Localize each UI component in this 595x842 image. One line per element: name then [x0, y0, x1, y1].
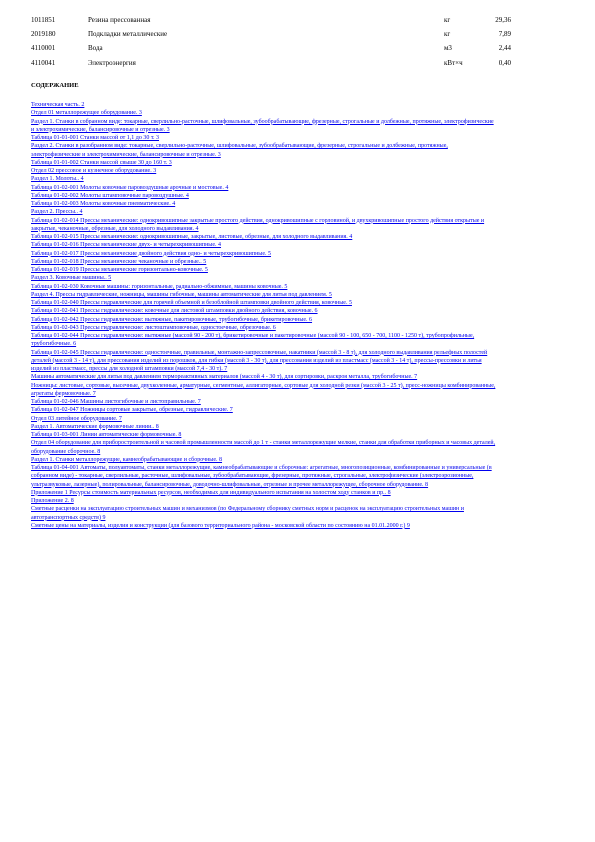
toc-link-automatic-casting-machines[interactable]: Машины автоматические для литья под давлением термореактивных материалов (массой 4 - 30 т), для сортировки, раскроя металла, трубогибочные. 7 [31, 374, 418, 381]
resource-code: 4110041 [31, 58, 56, 67]
resource-row [31, 17, 511, 31]
resource-price: 2,44 [498, 44, 511, 53]
toc-link-table-01-02-040[interactable]: Таблица 01-02-040 Прессы гидравлические для горячей объемной и безоблойной штамповки двойного действия, ковочные. 5 [31, 300, 352, 306]
toc-link-table-01-02-018[interactable]: Таблица 01-02-018 Прессы механические чеканочные и обрезные.. 5 [31, 258, 207, 265]
toc-link-table-01-01-002[interactable]: Таблица 01-01-002 Станки массой свыше 30 до 160 т. 3 [31, 159, 172, 166]
toc-link-department-01[interactable]: Отдел 01 металлорежущее оборудование. 3 [31, 110, 142, 117]
toc-link-technical-part[interactable]: Техническая часть. 2 [31, 102, 85, 108]
toc-link-section-2-disassembled-machines[interactable]: Раздел 2. Станки в разобранном виде: токарные, сверлильно-расточные, шлифовальные, зубообрабатывающие, фрезерные, строгальные и долбежные, протяжные, электрофизические и электрохимические, балансировочные и отрезные. 3 [31, 143, 448, 158]
resource-name: Вода [88, 44, 103, 53]
table-of-contents [31, 101, 496, 530]
toc-link-appendix-1[interactable]: Приложение 1 Ресурсы стоимость материальных ресурсов, необходимых для индивидуального испытания на холостом ходу станков и пр.. 8 [31, 489, 391, 496]
resource-code: 1011851 [31, 16, 56, 24]
toc-link-table-01-02-042[interactable]: Таблица 01-02-042 Прессы гидравлические: вытяжные, пакетировочные, трубогибочные, брикетировочные. 6 [31, 316, 313, 323]
toc-link-table-01-02-016[interactable]: Таблица 01-02-016 Прессы механические двух- и четырехкривошипные. 4 [31, 242, 222, 249]
toc-link-material-prices[interactable]: Сметные цены на материалы, изделия и конструкции (для базового территориального района - московской области по состоянию на 01.01.2000 г.) 9 [31, 522, 410, 529]
resource-name: Подкладки металлические [88, 30, 168, 39]
toc-link-department-03[interactable]: Отдел 03 литейное оборудование. 7 [31, 415, 122, 422]
resource-name: Резина прессованная [88, 16, 151, 24]
toc-link-table-01-03-001[interactable]: Таблица 01-03-001 Линии автоматические формовочные. 8 [31, 432, 182, 438]
toc-link-section-1-assembled-machines[interactable]: Раздел 1. Станки в собранном виде: токарные, сверлильно-расточные, шлифовальные, зубообрабатывающие, фрезерные, строгальные и долбежные, протяжные, электрофизические и электрохимические, балансировочные и отрезные. 3 [31, 118, 494, 133]
toc-link-shears[interactable]: Ножницы: листовые, сортовые, высечные, двухколенные, арматурные, сегментные, аллигаторные, сортовые для холодной резки (массой 3 - 25 т), пресс-ножницы комбинированные, агрегаты фермовочные. 7 [31, 382, 496, 397]
toc-link-table-01-02-046[interactable]: Таблица 01-02-046 Машины листогибочные и листоправильные. 7 [31, 399, 201, 405]
resource-unit: кг [444, 30, 451, 39]
resource-row [31, 60, 511, 74]
resource-unit: м3 [444, 44, 452, 53]
toc-link-table-01-04-001[interactable]: Таблица 01-04-001 Автоматы, полуавтоматы, станки металлорежущие, камнеобрабатывающие и сборочные: агрегатные, многопозиционные, комбинированные и универсальные (в собранном виде) - токарные, сверлильные, расточные, шлифовальные, зубообрабатывающие, фрезерные, протяжные, строгальные, электрофизические (электроэрозионные, ультразвуковые, лазерные), полировальные, балансировочные, доводочно-шлифовальные, отрезные и прочее металлорежущее, сборочное оборудование. 8 [31, 465, 492, 488]
resource-code: 4110001 [31, 44, 56, 53]
resource-price: 0,40 [498, 58, 511, 67]
resource-table [31, 17, 511, 74]
toc-link-table-01-02-045[interactable]: Таблица 01-02-045 Прессы гидравлические: одностоечные, правильные, монтажно-запрессовочные, накатники (массой 3 - 8 т), для холодного выдавливания рельефных полостей деталей (массой 3 - 14 т), для прессования изделий из порошков, для гибки (массой 3 - 30 т), для прессования изделий из пластмасс (массой 3 - 14 т), прессы-прессовки и литья изделий из пластмасс, прессы для холодной штамповки (массой 7,4 - 30 т). 7 [31, 349, 488, 372]
toc-link-table-01-02-044[interactable]: Таблица 01-02-044 Прессы гидравлические: вытяжные (массой 90 - 200 т), брикетировочные и пакетировочные (массой 90 - 100, 650 - 700, 1100 - 1250 т), трубопрофильные, трубогибочные. 6 [31, 333, 475, 348]
toc-link-section-1-molding-lines[interactable]: Раздел 1. Автоматические формовочные линии.. 8 [31, 423, 159, 430]
resource-price: 7,89 [498, 30, 511, 39]
resource-unit: кг [444, 16, 451, 24]
toc-link-section-1-metalworking-machines[interactable]: Раздел 1. Станки металлорежущие, камнеобрабатывающие и сборочные. 8 [31, 456, 223, 463]
toc-link-section-3-forging-machines[interactable]: Раздел 3. Ковочные машины.. 5 [31, 275, 112, 282]
toc-link-table-01-02-002[interactable]: Таблица 01-02-002 Молоты штамповочные паровоздушные. 4 [31, 192, 189, 199]
toc-heading: СОДЕРЖАНИЕ [31, 82, 79, 89]
resource-name: Электроэнергия [88, 58, 136, 67]
toc-link-table-01-02-041[interactable]: Таблица 01-02-041 Прессы гидравлические: ковочные для листовой штамповки двойного действия, ковочные. 6 [31, 308, 318, 315]
toc-link-table-01-02-047[interactable]: Таблица 01-02-047 Ножницы сортовые закрытые, обрезные, гидравлические. 7 [31, 407, 233, 414]
toc-link-table-01-02-015[interactable]: Таблица 01-02-015 Прессы механические: однокривошипные, закрытые, листовые, обрезные, для холодного выдавливания. 4 [31, 234, 353, 240]
toc-link-table-01-02-017[interactable]: Таблица 01-02-017 Прессы механические двойного действия одно- и четырехкривошипные. 5 [31, 250, 272, 257]
resource-row [31, 45, 511, 59]
resource-row [31, 31, 511, 45]
toc-link-table-01-02-019[interactable]: Таблица 01-02-019 Прессы механические горизонтально-ковочные. 5 [31, 267, 208, 273]
toc-link-table-01-02-014[interactable]: Таблица 01-02-014 Прессы механические: однокривошипные закрытые простого действия, однокривошипные с горловиной, и двухкривошипные простого действия открытые и закрытые, чеканочные, обрезные, для холодного выдавливания. 4 [31, 217, 485, 232]
toc-link-table-01-02-043[interactable]: Таблица 01-02-043 Прессы гидравлические: листоштамповочные, одностоечные, обрезочные. 6 [31, 324, 276, 331]
toc-link-department-02[interactable]: Отдел 02 прессовое и кузнечное оборудование. 3 [31, 168, 157, 174]
toc-link-section-4-hydraulic-presses[interactable]: Раздел 4. Прессы гидравлические, ножницы, машины гибочные, машины автоматические для литья под давлением. 5 [31, 291, 332, 298]
toc-link-department-04[interactable]: Отдел 04 оборудование для приборостроительной и часовой промышленности массой до 1 т - станки металлорежущие мелкие, станки для обработки приборных и часовых деталей, оборудование сборочное. 8 [31, 440, 496, 455]
toc-link-appendix-2[interactable]: Приложение 2. 8 [31, 498, 74, 504]
toc-link-section-1-hammers[interactable]: Раздел 1. Молоты.. 4 [31, 176, 84, 183]
toc-link-table-01-02-030[interactable]: Таблица 01-02-030 Ковочные машины: горизонтальные, радиально-обжимные, машины ковочные. 5 [31, 283, 288, 290]
toc-link-table-01-01-001[interactable]: Таблица 01-01-001 Станки массой от 1,1 до 30 т. 3 [31, 135, 159, 141]
resource-unit: кВт×ч [444, 58, 463, 67]
toc-link-section-2-presses[interactable]: Раздел 2. Прессы.. 4 [31, 209, 83, 216]
resource-code: 2019180 [31, 30, 56, 39]
resource-price: 29,36 [495, 16, 511, 24]
toc-link-table-01-02-001[interactable]: Таблица 01-02-001 Молоты ковочные паровоздушные арочные и мостовые. 4 [31, 184, 229, 191]
toc-link-machine-rates[interactable]: Сметные расценки на эксплуатацию строительных машин и механизмов (по Федеральному сборнику сметных норм и расценок на эксплуатацию строительных машин и автотранспортных средств) 9 [31, 506, 464, 521]
toc-link-table-01-02-003[interactable]: Таблица 01-02-003 Молоты ковочные пневматические. 4 [31, 201, 176, 207]
